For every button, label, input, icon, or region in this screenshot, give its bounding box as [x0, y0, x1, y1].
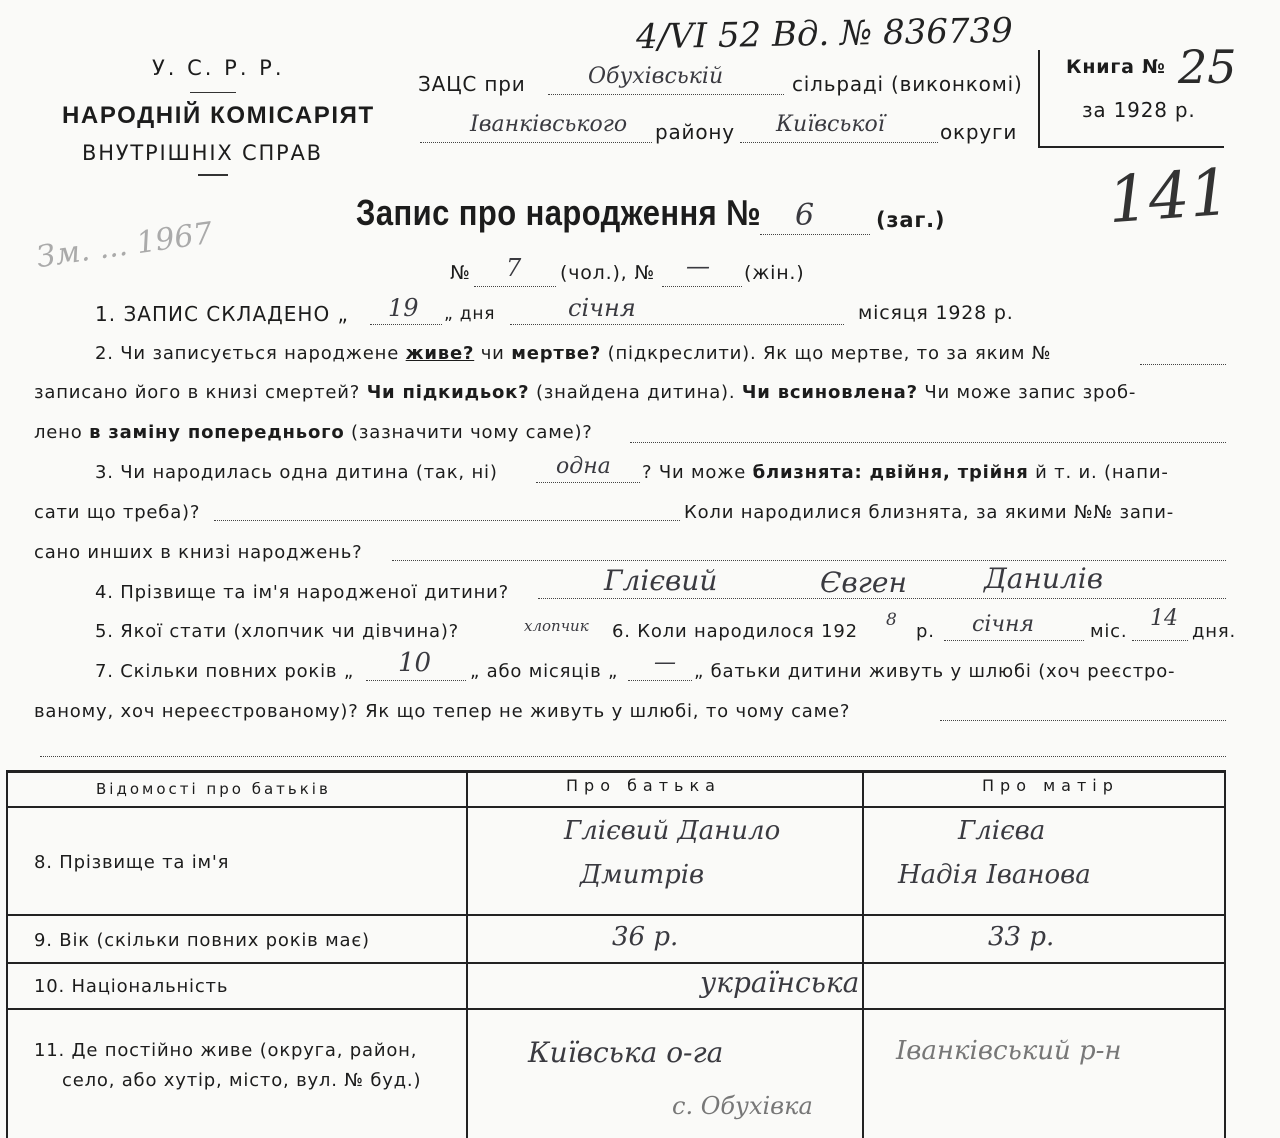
q6-month-line [944, 640, 1084, 641]
q2-foundling: Чи підкидьок? [366, 382, 530, 403]
q3-twins: близнята: двійня, трійня [752, 462, 1029, 483]
margin-note-left: Зм. ... 1967 [34, 215, 215, 276]
header-divider-bottom [198, 174, 228, 176]
table-row-border-3 [6, 1008, 1226, 1010]
village-suffix: сільраді (виконкомі) [792, 72, 1023, 96]
mother-residence-district: Іванківський р-н [896, 1036, 1122, 1066]
q5-label: 5. Якої стати (хлопчик чи дівчина)? [95, 621, 460, 642]
q6-month: січня [972, 612, 1035, 637]
q2-text-c: записано його в книзі смертей? [34, 382, 361, 403]
q2-text-g: (зазначити чому саме)? [351, 422, 593, 443]
record-title: Запис про народження № [356, 192, 762, 233]
q3-text-b: ? Чи може [642, 462, 747, 483]
table-col-divider-2 [862, 770, 864, 1138]
q2-or: чи [480, 343, 505, 364]
row-age-label: 9. Вік (скільки повних років має) [34, 930, 370, 951]
q6-year-suffix: р. [916, 621, 935, 642]
row-residence-label-2: село, або хутір, місто, вул. № буд.) [62, 1070, 422, 1091]
okruga-line [740, 142, 938, 143]
q4-label: 4. Прізвище та ім'я народженої дитини? [95, 582, 510, 603]
q1-day-line [370, 324, 442, 325]
father-residence-okruga: Київська о-га [528, 1036, 724, 1069]
village-value: Обухівській [588, 64, 724, 89]
book-year: за 1928 р. [1082, 98, 1196, 122]
q1-month-label: місяця 1928 р. [858, 302, 1014, 324]
q3-single-line [536, 482, 640, 483]
q7-years-line [366, 680, 466, 681]
q6-day-label: дня. [1192, 621, 1236, 642]
father-residence-village: с. Обухівка [672, 1092, 813, 1120]
republic-abbr: У. С. Р. Р. [152, 56, 285, 80]
record-suffix: (заг.) [876, 208, 946, 232]
child-patronymic: Данилів [984, 562, 1104, 595]
q1-label: 1. ЗАПИС СКЛАДЕНО „ [95, 302, 349, 326]
q7-label: 7. Скільки повних років „ [95, 661, 354, 682]
district-value: Іванківського [470, 112, 628, 137]
table-col-divider-1 [466, 770, 468, 1138]
row-residence-label: 11. Де постійно живе (округа, район, [34, 1040, 418, 1061]
q1-day-label: „ дня [444, 304, 496, 324]
table-header-border [6, 806, 1226, 808]
q2-line1 [95, 343, 1051, 364]
q2-line2 [34, 382, 1136, 403]
female-number-line [662, 286, 742, 287]
book-label: Книга № [1066, 56, 1166, 78]
q2-text-a: 2. Чи записується народжене [95, 343, 400, 364]
q2-replacement-line [630, 442, 1226, 443]
q3-label-line2a: сати що треба)? [34, 502, 201, 523]
q7-months: — [654, 650, 676, 675]
q6-day-line [1132, 640, 1188, 641]
commissariat-subtitle: ВНУТРІШНІХ СПРАВ [82, 141, 323, 165]
male-number: 7 [506, 254, 522, 282]
q7-months-line [628, 680, 692, 681]
row-nationality-label: 10. Національність [34, 976, 229, 997]
mother-age: 33 р. [988, 922, 1055, 952]
q7-reason-line-2 [40, 756, 1226, 757]
q7-reason-line [940, 720, 1226, 721]
q3-other-line [392, 560, 1226, 561]
q5-sex: хлопчик [524, 617, 589, 635]
q3-text-c: й т. и. (напи- [1035, 462, 1169, 483]
q1-month-line [510, 324, 844, 325]
book-number: 25 [1178, 40, 1237, 94]
q3-single-value: одна [556, 454, 611, 479]
father-patronymic: Дмитрів [580, 860, 705, 890]
table-top-border [6, 770, 1226, 773]
child-name: Євген [820, 566, 907, 599]
q2-adopted: Чи всиновлена? [741, 382, 918, 403]
q2-text-d: (знайдена дитина). [535, 382, 736, 403]
mother-surname: Глієва [958, 816, 1046, 846]
district-label: району [655, 120, 735, 144]
q3-label-line2b: Коли народилися близнята, за якими №№ запи- [684, 502, 1175, 523]
table-header-father: Про батька [566, 776, 721, 795]
q6-year-digit: 8 [886, 610, 897, 630]
header-divider [190, 92, 236, 93]
q2-text-b: (підкреслити). Як що мертве, то за яким № [607, 343, 1052, 364]
q2-death-number-line [1140, 364, 1226, 365]
q6-month-label: міс. [1090, 621, 1128, 642]
male-prefix: № [450, 262, 471, 284]
q1-month: січня [568, 294, 636, 322]
q2-text-e: Чи може запис зроб- [924, 382, 1137, 403]
q7-years: 10 [398, 648, 432, 678]
village-line [548, 94, 784, 95]
q2-dead: мертве? [511, 343, 602, 364]
table-header-mother: Про матір [982, 776, 1119, 795]
zags-label: ЗАЦС при [418, 72, 526, 96]
table-row-border-1 [6, 914, 1226, 916]
male-number-line [474, 286, 556, 287]
table-right-border [1224, 770, 1226, 1138]
okruga-value: Київської [776, 112, 885, 137]
row-surname-label: 8. Прізвище та ім'я [34, 852, 230, 873]
q4-line [538, 598, 1226, 599]
father-surname-name: Глієвий Данило [564, 816, 781, 846]
mother-name-patronymic: Надія Іванова [898, 860, 1091, 890]
okruga-label: округи [940, 120, 1018, 144]
q6-day: 14 [1150, 606, 1178, 631]
father-age: 36 р. [612, 922, 679, 952]
table-row-border-2 [6, 962, 1226, 964]
q2-alive: живе? [405, 343, 475, 364]
q2-text-f: лено [34, 422, 83, 443]
q2-line3 [34, 422, 593, 443]
table-header-info: Відомості про батьків [96, 780, 331, 798]
female-number: — [686, 252, 710, 280]
q3-label-line3: сано инших в книзі народжень? [34, 542, 363, 563]
nationality-value: українська [700, 966, 860, 999]
q6-label: 6. Коли народилося 192 [612, 621, 858, 642]
margin-note-right: 141 [1105, 155, 1233, 239]
q3-label-a: 3. Чи народилась одна дитина (так, ні) [95, 462, 498, 483]
child-surname: Глієвий [604, 564, 718, 597]
q7-line2: ваному, хоч нереєстрованому)? Як що тепер не живуть у шлюбі, то чому саме? [34, 701, 851, 722]
q3-line1-rest [642, 462, 1169, 483]
q7-tail: „ батьки дитини живуть у шлюбі (хоч реєстро- [694, 661, 1176, 682]
female-label: (жін.) [744, 262, 805, 284]
q1-day: 19 [388, 294, 419, 322]
q7-mid: „ або місяців „ [470, 661, 619, 682]
commissariat-title: НАРОДНІЙ КОМІСАРІЯТ [62, 102, 375, 129]
male-label: (чол.), № [560, 262, 655, 284]
record-number-line [760, 234, 870, 235]
record-number: 6 [795, 198, 815, 233]
q2-replacement: в заміну попереднього [89, 422, 345, 443]
archive-number-handwritten: 4/VI 52 Вд. № 836739 [635, 10, 1014, 58]
table-left-border [6, 770, 8, 1138]
district-line [420, 142, 652, 143]
q3-twins-line [214, 520, 680, 521]
